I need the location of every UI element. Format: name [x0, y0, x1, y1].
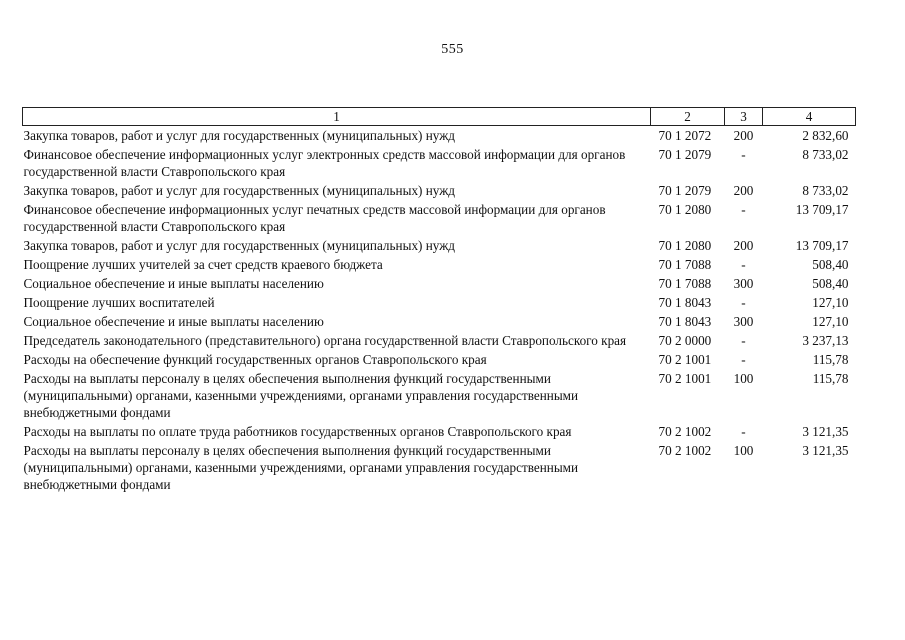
row-type: - [741, 333, 746, 348]
row-type: - [741, 352, 746, 367]
row-code: 70 2 1002 [658, 424, 712, 439]
row-code: 70 1 2079 [658, 183, 712, 198]
row-type: - [741, 257, 746, 272]
row-code: 70 2 1002 [658, 443, 712, 458]
row-name: Закупка товаров, работ и услуг для государственных (муниципальных) нужд [23, 238, 456, 253]
row-name: Председатель законодательного (представительного) органа государственной власти Ставропольского края [23, 333, 627, 348]
row-type: - [741, 147, 746, 162]
header-col-4: 4 [763, 108, 856, 126]
row-type: - [741, 202, 746, 217]
row-name: Расходы на выплаты персоналу в целях обеспечения выполнения функций государственными (муниципальными) органами, казенными учреждениями, органами управления государственными внебюджетными фондами [23, 371, 579, 420]
row-code: 70 1 8043 [658, 314, 712, 329]
table-row [23, 126, 856, 146]
header-col-1: 1 [23, 108, 651, 126]
page-number: 555 [441, 42, 464, 57]
row-type: - [741, 295, 746, 310]
row-code: 70 1 7088 [658, 276, 712, 291]
row-code: 70 2 1001 [658, 352, 712, 367]
row-amount: 3 121,35 [802, 424, 849, 439]
table-body [23, 126, 856, 495]
row-name: Расходы на обеспечение функций государственных органов Ставропольского края [23, 352, 487, 367]
table-row [23, 422, 856, 441]
row-code: 70 1 8043 [658, 295, 712, 310]
row-amount: 3 121,35 [802, 443, 849, 458]
table-row [23, 441, 856, 494]
row-name: Поощрение лучших воспитателей [23, 295, 215, 310]
row-amount: 13 709,17 [795, 202, 849, 217]
table-row [23, 181, 856, 200]
row-name: Финансовое обеспечение информационных услуг электронных средств массовой информации для органов государственной власти Ставропольского края [23, 147, 626, 179]
row-name: Расходы на выплаты по оплате труда работников государственных органов Ставропольского края [23, 424, 572, 439]
table-row [23, 312, 856, 331]
row-type: 100 [733, 443, 754, 458]
table-row [23, 255, 856, 274]
table-row [23, 293, 856, 312]
row-amount: 8 733,02 [802, 147, 849, 162]
header-col-2: 2 [651, 108, 725, 126]
row-code: 70 1 2080 [658, 202, 712, 217]
row-amount: 115,78 [812, 352, 849, 367]
table-header [23, 108, 856, 126]
row-amount: 13 709,17 [795, 238, 849, 253]
row-code: 70 1 2079 [658, 147, 712, 162]
row-type: 300 [733, 314, 754, 329]
table-row [23, 350, 856, 369]
row-amount: 115,78 [812, 371, 849, 386]
row-name: Финансовое обеспечение информационных услуг печатных средств массовой информации для органов государственной власти Ставропольского края [23, 202, 606, 234]
table-row [23, 274, 856, 293]
row-name: Социальное обеспечение и иные выплаты населению [23, 314, 324, 329]
row-type: - [741, 424, 746, 439]
row-name: Социальное обеспечение и иные выплаты населению [23, 276, 324, 291]
row-amount: 127,10 [812, 314, 849, 329]
table-row [23, 200, 856, 236]
row-amount: 508,40 [812, 276, 849, 291]
row-amount: 3 237,13 [802, 333, 849, 348]
row-code: 70 1 2080 [658, 238, 712, 253]
header-col-3: 3 [725, 108, 763, 126]
budget-table [22, 107, 856, 494]
row-amount: 127,10 [812, 295, 849, 310]
table-row [23, 145, 856, 181]
row-amount: 2 832,60 [802, 128, 849, 143]
row-code: 70 2 0000 [658, 333, 712, 348]
row-type: 300 [733, 276, 754, 291]
row-name: Закупка товаров, работ и услуг для государственных (муниципальных) нужд [23, 183, 456, 198]
row-amount: 508,40 [812, 257, 849, 272]
row-name: Закупка товаров, работ и услуг для государственных (муниципальных) нужд [23, 128, 456, 143]
row-type: 200 [733, 183, 754, 198]
table-row [23, 369, 856, 422]
row-amount: 8 733,02 [802, 183, 849, 198]
row-type: 200 [733, 238, 754, 253]
row-code: 70 2 1001 [658, 371, 712, 386]
row-name: Поощрение лучших учителей за счет средств краевого бюджета [23, 257, 383, 272]
table-row [23, 236, 856, 255]
row-type: 200 [733, 128, 754, 143]
row-code: 70 1 7088 [658, 257, 712, 272]
row-code: 70 1 2072 [658, 128, 712, 143]
header-row [23, 108, 856, 126]
table-row [23, 331, 856, 350]
row-type: 100 [733, 371, 754, 386]
row-name: Расходы на выплаты персоналу в целях обеспечения выполнения функций государственными (муниципальными) органами, казенными учреждениями, органами управления государственными внебюджетными фондами [23, 443, 579, 492]
